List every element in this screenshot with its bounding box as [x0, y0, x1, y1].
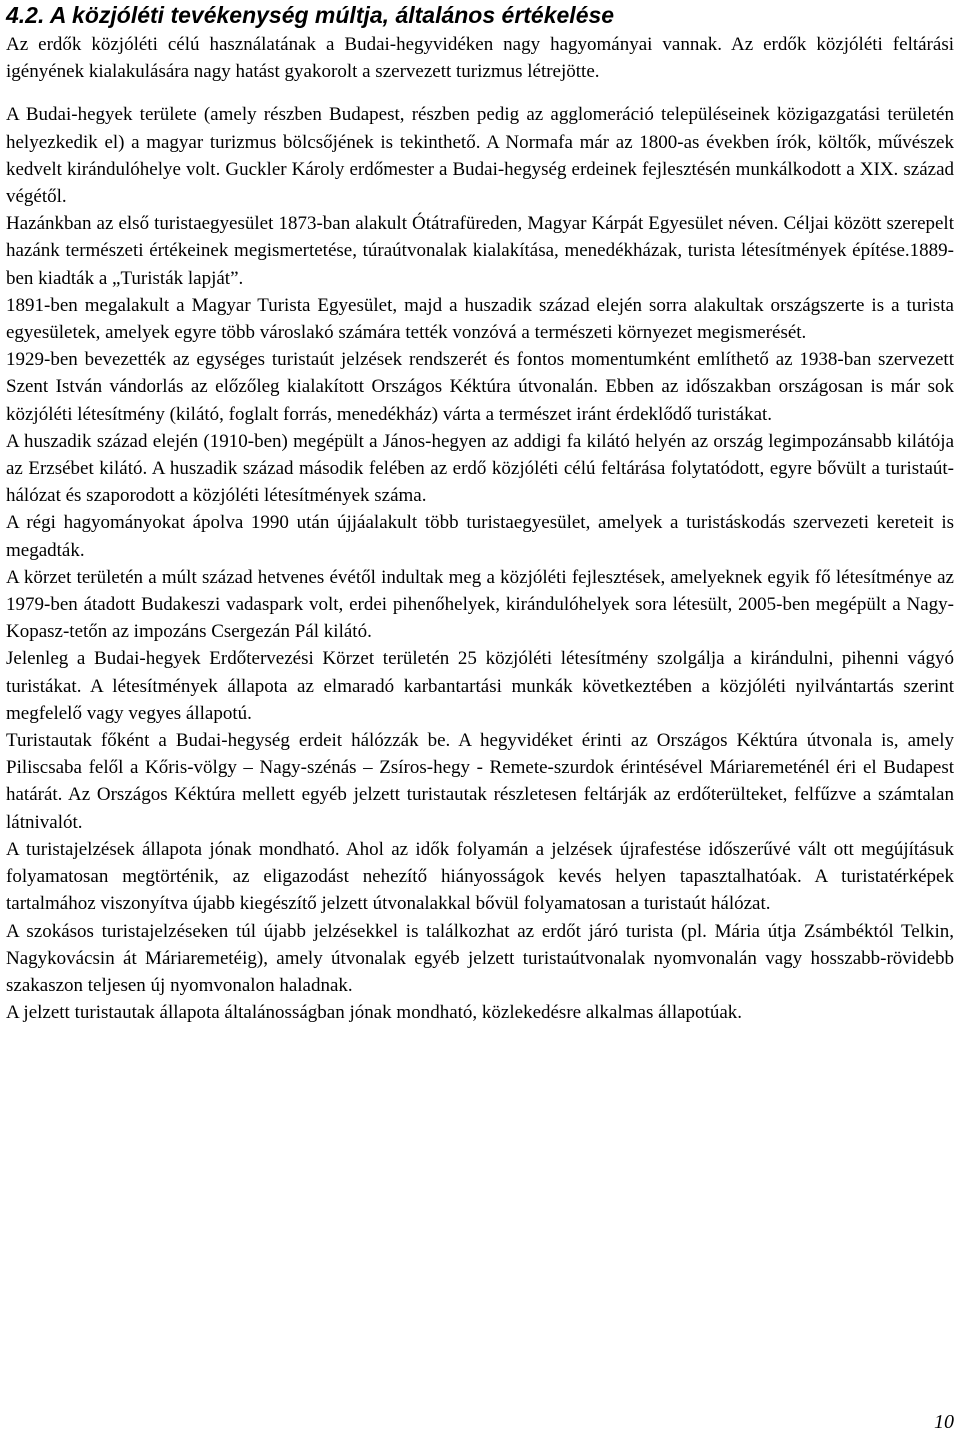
paragraph: A jelzett turistautak állapota általánosságban jónak mondható, közlekedésre alkalmas állapotúak.	[6, 1002, 742, 1024]
paragraph: Az erdők közjóléti célú használatának a Budai-hegyvidéken nagy hagyományai vannak. Az erdők közjóléti feltárási igényének kialakulására nagy hatást gyakorolt a szervezett turizmus létrejötte.	[6, 34, 954, 83]
paragraph: Hazánkban az első turistaegyesület 1873-ban alakult Ótátrafüreden, Magyar Kárpát Egyesület néven. Céljai között szerepelt hazánk természeti értékeinek megismertetése, túraútvonalak kialakítása, menedékházak, turista létesítmények építése.1889-ben kiadták a „Turisták lapját”.	[6, 213, 954, 289]
paragraph: A szokásos turistajelzéseken túl újabb jelzésekkel is találkozhat az erdőt járó turista (pl. Mária útja Zsámbéktól Telkin, Nagykovácsin át Máriaremetéig), amely útvonalak egyéb jelzett turistaútvonalak nyomvonalán vagy hosszabb-rövidebb szakaszon teljesen új nyomvonalon haladnak.	[6, 920, 954, 996]
section-heading: 4.2. A közjóléti tevékenység múltja, általános értékelése	[6, 2, 615, 28]
paragraph: A régi hagyományokat ápolva 1990 után újjáalakult több turistaegyesület, amelyek a turistáskodás szervezeti kereteit is megadták.	[6, 512, 954, 561]
page-number: 10	[934, 1411, 954, 1433]
paragraph: Turistautak főként a Budai-hegység erdeit hálózzák be. A hegyvidéket érinti az Országos Kéktúra útvonala is, amely Piliscsaba felől a Kőris-völgy – Nagy-szénás – Zsíros-hegy - Remete-szurdok érintésével Máriaremeténél éri el Budapest határát. Az Országos Kéktúra mellett egyéb jelzett turistautak részletesen feltárják az erdőterülteket, felfűzve a számtalan látnivalót.	[6, 730, 954, 833]
paragraph: Jelenleg a Budai-hegyek Erdőtervezési Körzet területén 25 közjóléti létesítmény szolgálja a kirándulni, pihenni vágyó turistákat. A létesítmények állapota az elmaradó karbantartási munkák következtében a közjóléti nyilvántartás szerint megfelelő vagy vegyes állapotú.	[6, 648, 954, 724]
paragraph: 1891-ben megalakult a Magyar Turista Egyesület, majd a huszadik század elején sorra alakultak országszerte is a turista egyesületek, amelyek egyre több városlakó számára tették vonzóvá a természeti környezet megismerését.	[6, 294, 954, 344]
paragraph: 1929-ben bevezették az egységes turistaút jelzések rendszerét és fontos momentumként említhető az 1938-ban szervezett Szent István vándorlás az előzőleg kialakított Országos Kéktúra útvonalán. Ebben az időszakban országosan is már sok közjóléti létesítmény (kilátó, foglalt forrás, menedékház) várta a természet iránt érdeklődő turistákat.	[6, 349, 954, 425]
body-text	[6, 31, 954, 1026]
paragraph: A turistajelzések állapota jónak mondható. Ahol az idők folyamán a jelzések újrafestése időszerűvé vált ott megújításuk folyamatosan megtörténik, az eligazodást nehezítő hiányosságok kevés helyen tapasztalhatóak. A turistatérképek tartalmához viszonyítva újabb kiegészítő jelzett útvonalakkal bővül folyamatosan a turistaút hálózat.	[6, 838, 954, 915]
paragraph: A körzet területén a múlt század hetvenes évétől indultak meg a közjóléti fejlesztések, amelyeknek egyik fő létesítménye az 1979-ben átadott Budakeszi vadaspark volt, erdei pihenőhelyek, kirándulóhelyek sora létesült, 2005-ben megépült a Nagy-Kopasz-tetőn az impozáns Csergezán Pál kilátó.	[6, 566, 954, 643]
paragraph: A huszadik század elején (1910-ben) megépült a János-hegyen az addigi fa kilátó helyén az ország legimpozánsabb kilátója az Erzsébet kilátó. A huszadik század második felében az erdő közjóléti célú feltárása folytatódott, egyre bővült a turistaút-hálózat és szaporodott a közjóléti létesítmények száma.	[6, 430, 954, 507]
paragraph: A Budai-hegyek területe (amely részben Budapest, részben pedig az agglomeráció településeinek közigazgatási területén helyezkedik el) a magyar turizmus bölcsőjének is tekinthető. A Normafa már az 1800-as években írók, költők, művészek kedvelt kirándulóhelye volt. Guckler Károly erdőmester a Budai-hegység erdeinek fejlesztésén munkálkodott a XIX. század végétől.	[6, 104, 954, 208]
paragraph-spacer	[6, 85, 954, 101]
